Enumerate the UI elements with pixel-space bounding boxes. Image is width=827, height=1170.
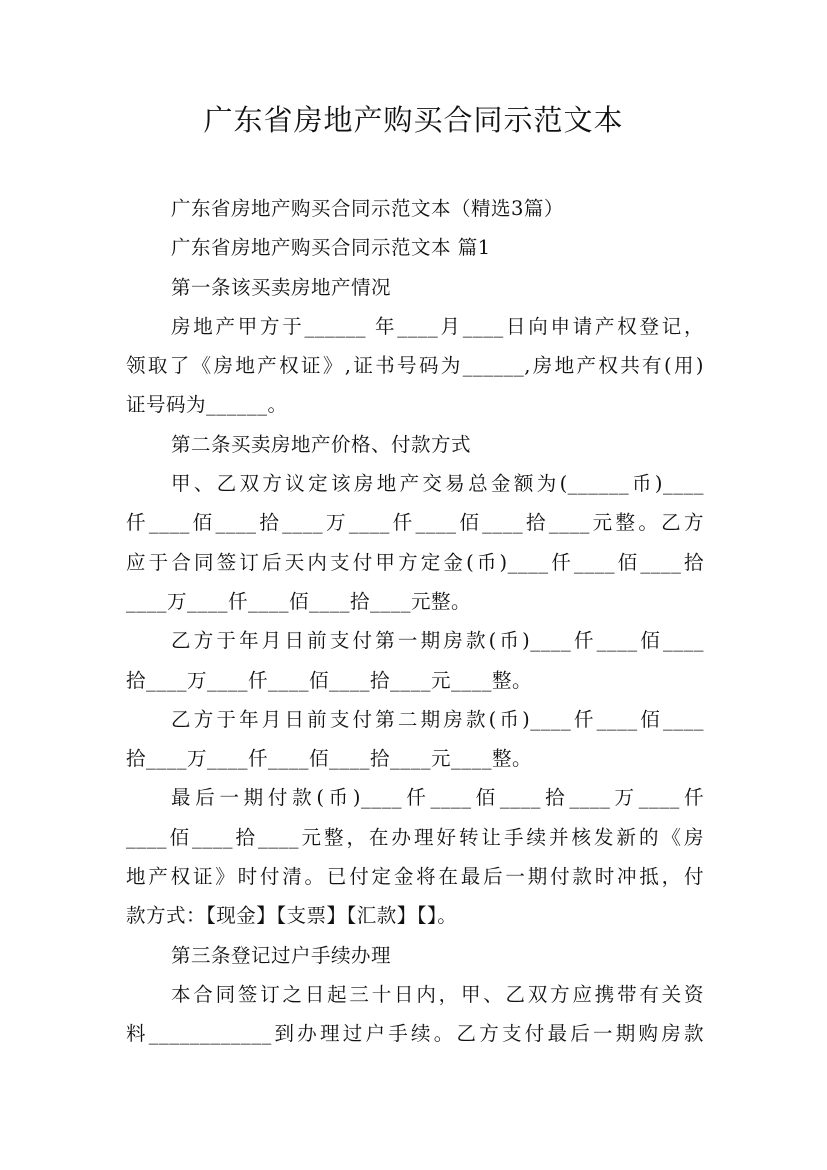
paragraph-line: 乙方于年月日前支付第二期房款(币)____仟____佰____	[171, 707, 704, 731]
article-heading-2: 第二条买卖房地产价格、付款方式	[171, 432, 472, 456]
paragraph-line: 拾____万____仟____佰____拾____元____整。	[126, 668, 533, 692]
paragraph-line: 甲、乙双方议定该房地产交易总金额为(______币)____	[171, 472, 704, 496]
document-body	[126, 189, 704, 1054]
section-heading: 广东省房地产购买合同示范文本 篇1	[171, 236, 491, 260]
paragraph-line: 本合同签订之日起三十日内，甲、乙双方应携带有关资	[171, 982, 704, 1006]
document-title: 广东省房地产购买合同示范文本	[203, 103, 624, 137]
paragraph-line: 乙方于年月日前支付第一期房款(币)____仟____佰____	[171, 629, 704, 653]
paragraph-line: 最后一期付款(币)____仟____佰____拾____万____仟	[171, 786, 704, 810]
paragraph-line: 应于合同签订后天内支付甲方定金(币)____仟____佰____拾	[126, 550, 704, 574]
paragraph-line: 证号码为______。	[126, 393, 288, 417]
article-heading-1: 第一条该买卖房地产情况	[171, 275, 392, 299]
paragraph-line: 料____________到办理过户手续。乙方支付最后一期购房款	[126, 1022, 704, 1046]
paragraph-line: 款方式：【现金】【支票】【汇款】【】。	[126, 904, 458, 928]
paragraph-line: 拾____万____仟____佰____拾____元____整。	[126, 747, 533, 771]
paragraph-line: 房地产甲方于______ 年____月____日向申请产权登记，	[171, 314, 704, 338]
paragraph-line: 仟____佰____拾____万____仟____佰____拾____元整。乙方	[126, 511, 704, 535]
article-heading-3: 第三条登记过户手续办理	[171, 943, 392, 967]
paragraph-line: 地产权证》时付清。已付定金将在最后一期付款时冲抵，付	[126, 865, 704, 889]
paragraph-line: 领取了《房地产权证》,证书号码为______,房地产权共有(用)	[126, 354, 704, 378]
paragraph-line: ____佰____拾____元整，在办理好转让手续并核发新的《房	[126, 825, 704, 849]
subtitle-line: 广东省房地产购买合同示范文本（精选3篇）	[171, 197, 564, 220]
paragraph-line: ____万____仟____佰____拾____元整。	[126, 589, 472, 613]
